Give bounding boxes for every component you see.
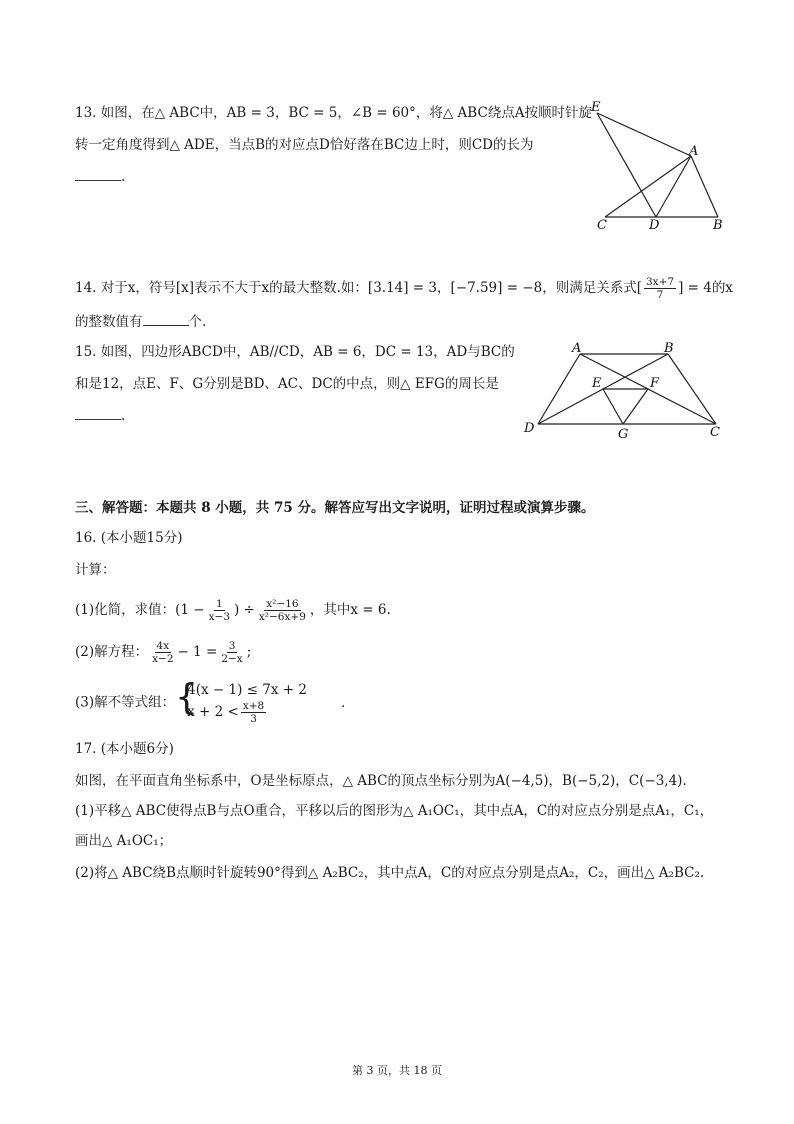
q13-label-C: C	[597, 218, 607, 233]
q16-p1-frac2-num: x²−16	[266, 598, 299, 610]
q16-p2-head: (2)解方程：	[75, 644, 149, 660]
q14-line1	[75, 276, 733, 301]
q16-p2-frac1-den: x−2	[152, 653, 174, 665]
q16-p3-row2-den: 3	[250, 713, 257, 725]
q15-label-C: C	[710, 425, 720, 440]
q16-p2-frac2	[219, 640, 244, 665]
q16-p3-row2-frac	[241, 700, 266, 725]
q17-line2: (1)平移△ ABC使得点B与点O重合，平移以后的图形为△ A₁OC₁，其中点A，C的对应点分别是点A₁，C₁，	[75, 803, 714, 819]
q16-p1-frac1-den: x−3	[208, 611, 230, 623]
q15-label-D: D	[524, 421, 535, 436]
page-footer: 第 3 页，共 18 页	[352, 1064, 442, 1077]
q16-part3	[75, 677, 346, 725]
q16-p2-mid: − 1 =	[177, 644, 218, 660]
q14-frac-num: 3x+7	[645, 276, 675, 288]
q16-p3-brace-icon: {	[175, 677, 199, 718]
q13-figure	[585, 95, 735, 240]
q13-line3-tail: .	[121, 169, 126, 185]
q14-line1-tail: ] = 4的x	[678, 280, 733, 296]
q16-p1-mid: ) ÷	[234, 602, 255, 618]
q17-line1: 如图，在平面直角坐标系中，O是坐标原点，△ ABC的顶点坐标分别为A(−4,5)，B(−5,2)，C(−3,4).	[75, 773, 687, 789]
q16-p1-frac1	[207, 598, 232, 623]
q13-line2: 转一定角度得到△ ADE，当点B的对应点D恰好落在BC边上时，则CD的长为	[75, 137, 534, 153]
q16-p3-row2-num: x+8	[242, 700, 265, 712]
q17-line4: (2)将△ ABC绕B点顺时针旋转90°得到△ A₂BC₂，其中点A，C的对应点分别是点A₂，C₂，画出△ A₂BC₂.	[75, 865, 705, 881]
q14-frac-den: 7	[656, 289, 664, 301]
q15-label-E: E	[592, 376, 602, 391]
q14-line2	[75, 313, 206, 331]
q16-p1-frac2	[257, 598, 308, 623]
q16-p3-tail: .	[340, 694, 346, 711]
q16-part2	[75, 640, 251, 665]
q16-p1-frac1-num: 1	[215, 598, 223, 610]
q15-label-B: B	[664, 341, 674, 356]
q16-title: 16. (本小题15分)	[75, 530, 183, 546]
q16-part1	[75, 598, 391, 623]
q15-label-A: A	[572, 341, 582, 356]
q16-p2-frac2-den: 2−x	[221, 653, 243, 665]
q13-label-E: E	[591, 100, 601, 115]
q14-line2-head: 的整数值有	[75, 314, 143, 330]
q15-figure	[520, 340, 730, 440]
q13-label-D: D	[649, 218, 660, 233]
q17-title: 17. (本小题6分)	[75, 741, 174, 757]
q15-label-G: G	[618, 427, 629, 440]
q16-p2-tail: ;	[246, 644, 252, 660]
q15-label-F: F	[650, 376, 660, 391]
q16-p3-row2	[187, 700, 307, 725]
q13-label-A: A	[689, 144, 699, 159]
q16-p1-head: (1)化简，求值：(1 −	[75, 602, 205, 618]
q16-p3-head: (3)解不等式组：	[75, 694, 176, 711]
q13-line3	[75, 168, 125, 186]
q14-answer-blank[interactable]	[143, 313, 189, 326]
q15-answer-blank[interactable]	[75, 407, 121, 420]
section3-heading: 三、解答题：本题共 8 小题，共 75 分。解答应写出文字说明，证明过程或演算步骤。	[75, 500, 595, 516]
q15-line3	[75, 407, 125, 425]
q16-p2-frac1-num: 4x	[156, 640, 170, 652]
q14-fraction	[644, 276, 676, 301]
q16-p2-frac1	[150, 640, 175, 665]
q15-line2: 和是12，点E、F、G分别是BD、AC、DC的中点，则△ EFG的周长是	[75, 376, 499, 392]
q17-line3: 画出△ A₁OC₁；	[75, 833, 173, 849]
q15-line3-tail: .	[121, 408, 126, 424]
q16-intro: 计算：	[75, 562, 116, 578]
q16-p2-frac2-num: 3	[228, 640, 236, 652]
q13-label-B: B	[713, 218, 723, 233]
q16-p3-row1: 4(x − 1) ≤ 7x + 2	[187, 682, 307, 698]
q14-line2-tail: 个.	[188, 314, 207, 330]
q13-line1: 13. 如图，在△ ABC中，AB = 3，BC = 5，∠B = 60°，将△ ABC绕点A按顺时针旋	[75, 105, 593, 121]
q15-line1: 15. 如图，四边形ABCD中，AB//CD，AB = 6，DC = 13，AD与BC的	[75, 344, 515, 360]
q14-line1-head: 14. 对于x，符号[x]表示不大于x的最大整数.如：[3.14] = 3，[−7.59] = −8，则满足关系式[	[75, 280, 642, 296]
q16-p1-frac2-den: x²−6x+9	[258, 611, 306, 623]
q16-p3-row2-head: x + 2 <	[187, 704, 239, 720]
q16-p1-tail: ，其中x = 6.	[309, 602, 391, 618]
q13-answer-blank[interactable]	[75, 168, 121, 181]
q16-p3-system	[175, 677, 307, 725]
